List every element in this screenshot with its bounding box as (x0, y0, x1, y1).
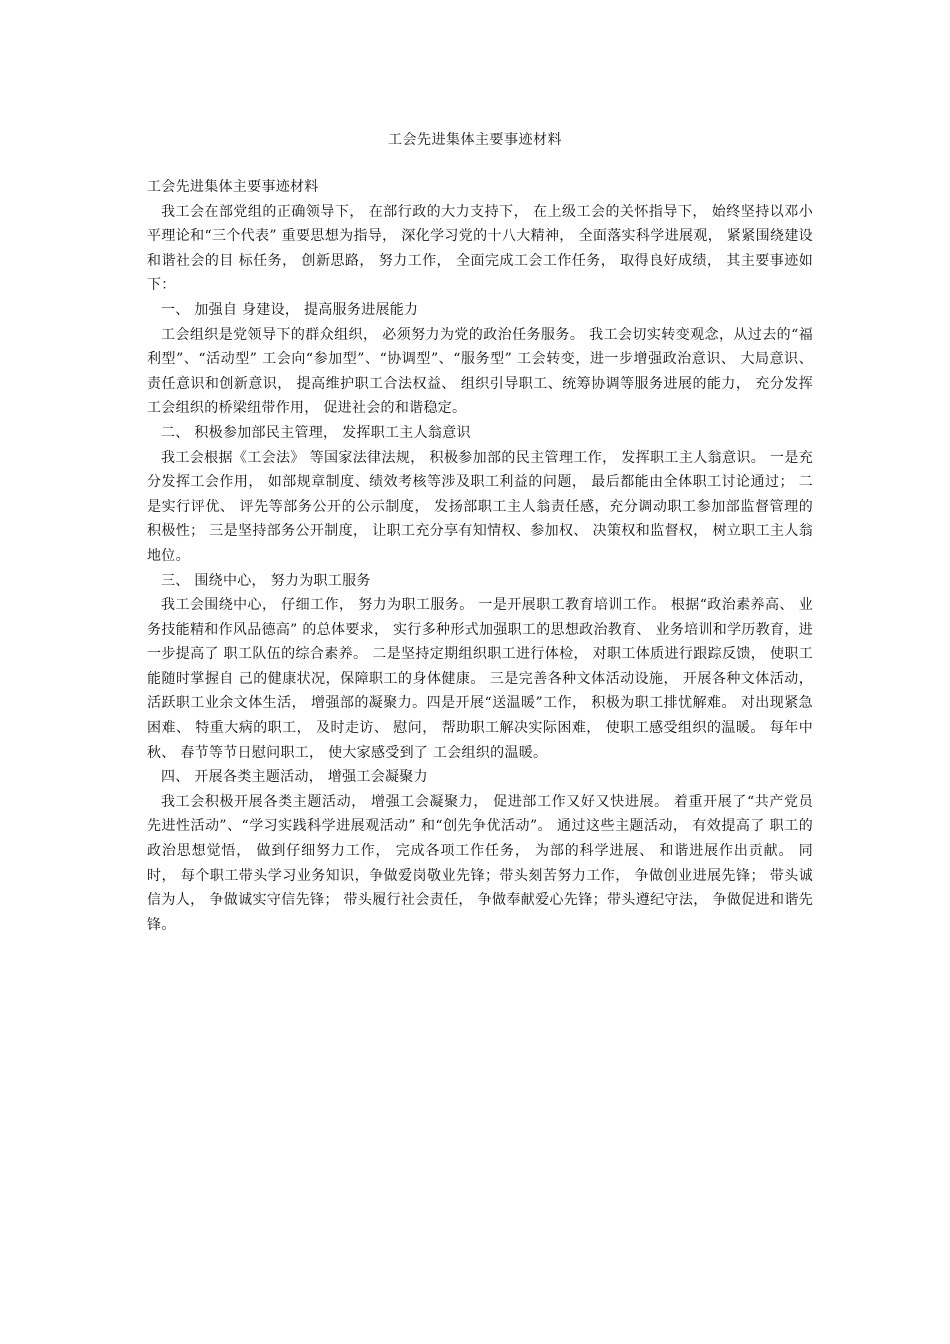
section-3-body: 我工会围绕中心， 仔细工作， 努力为职工服务。 一是开展职工教育培训工作。 根据“政治素养高、 业务技能精和作风品德高” 的总体要求， 实行多种形式加强职工的思想政治教育、 业务培训和学历教育，进一步提高了 职工队伍的综合素养。 二是坚持定期组织职工进行体检， 对职工体质进行跟踪反馈， 使职工能随时掌握自 己的健康状况，保障职工的身体健康。 三是完善各种文体活动设施， 开展各种文体活动， 活跃职工业余文体生活， 增强部的凝聚力。四是开展“送温暖”工作， 积极为职工排忧解难。 对出现紧急困难、 特重大病的职工， 及时走访、 慰问， 帮助职工解决实际困难， 使职工感受组织的温暖。 每年中秋、 春节等节日慰问职工， 使大家感受到了 工会组织的温暖。 (147, 597, 813, 761)
section-2-heading: 二、 积极参加部民主管理， 发挥职工主人翁意识 (161, 424, 471, 441)
document-subtitle: 工会先进集体主要事迹材料 (147, 179, 319, 195)
intro-paragraph: 我工会在部党组的正确领导下， 在部行政的大力支持下， 在上级工会的关怀指导下， 始终坚持以邓小平理论和“三个代表” 重要思想为指导， 深化学习党的十八大精神， 全面落实科学进展观， 紧紧围绕建设和谐社会的目 标任务， 创新思路， 努力工作， 全面完成工会工作任务， 取得良好成绩， 其主要事迹如下： (147, 203, 813, 294)
document-title: 工会先进集体主要事迹材料 (388, 132, 562, 148)
section-4-heading: 四、 开展各类主题活动， 增强工会凝聚力 (161, 769, 428, 786)
section-4-body: 我工会积极开展各类主题活动， 增强工会凝聚力， 促进部工作又好又快进展。 着重开展了“共产党员 先进性活动”、“学习实践科学进展观活动” 和“创先争优活动”。 通过这些主题活动， 有效提高了 职工的政治思想觉悟， 做到仔细努力工作， 完成各项工作任务， 为部的科学进展、 和谐进展作出贡献。 同时， 每个职工带头学习业务知识，争做爱岗敬业先锋；带头刻苦努力工作， 争做创业进展先锋； 带头诚信为人， 争做诚实守信先锋； 带头履行社会责任， 争做奉献爱心先锋；带头遵纪守法， 争做促进和谐先锋。 (147, 793, 813, 933)
document-body (147, 175, 813, 937)
section-1-heading: 一、 加强自 身建设， 提高服务进展能力 (161, 301, 419, 318)
section-3-heading: 三、 围绕中心， 努力为职工服务 (161, 572, 371, 589)
section-1-body: 工会组织是党领导下的群众组织， 必须努力为党的政治任务服务。 我工会切实转变观念，从过去的“福利型”、“活动型” 工会向“参加型”、“协调型”、“服务型” 工会转变，进一步增强政治意识、 大局意识、 责任意识和创新意识， 提高维护职工合法权益、 组织引导职工、统筹协调等服务进展的能力， 充分发挥工会组织的桥梁纽带作用， 促进社会的和谐稳定。 (147, 326, 813, 417)
section-2-body: 我工会根据《工会法》 等国家法律法规， 积极参加部的民主管理工作， 发挥职工主人翁意识。 一是充分发挥工会作用， 如部规章制度、绩效考核等涉及职工利益的问题， 最后都能由全体职工讨论通过； 二是实行评优、 评先等部务公开的公示制度， 发扬部职工主人翁责任感，充分调动职工参加部监督管理的积极性； 三是坚持部务公开制度， 让职工充分享有知情权、参加权、 决策权和监督权， 树立职工主人翁地位。 (147, 449, 813, 564)
